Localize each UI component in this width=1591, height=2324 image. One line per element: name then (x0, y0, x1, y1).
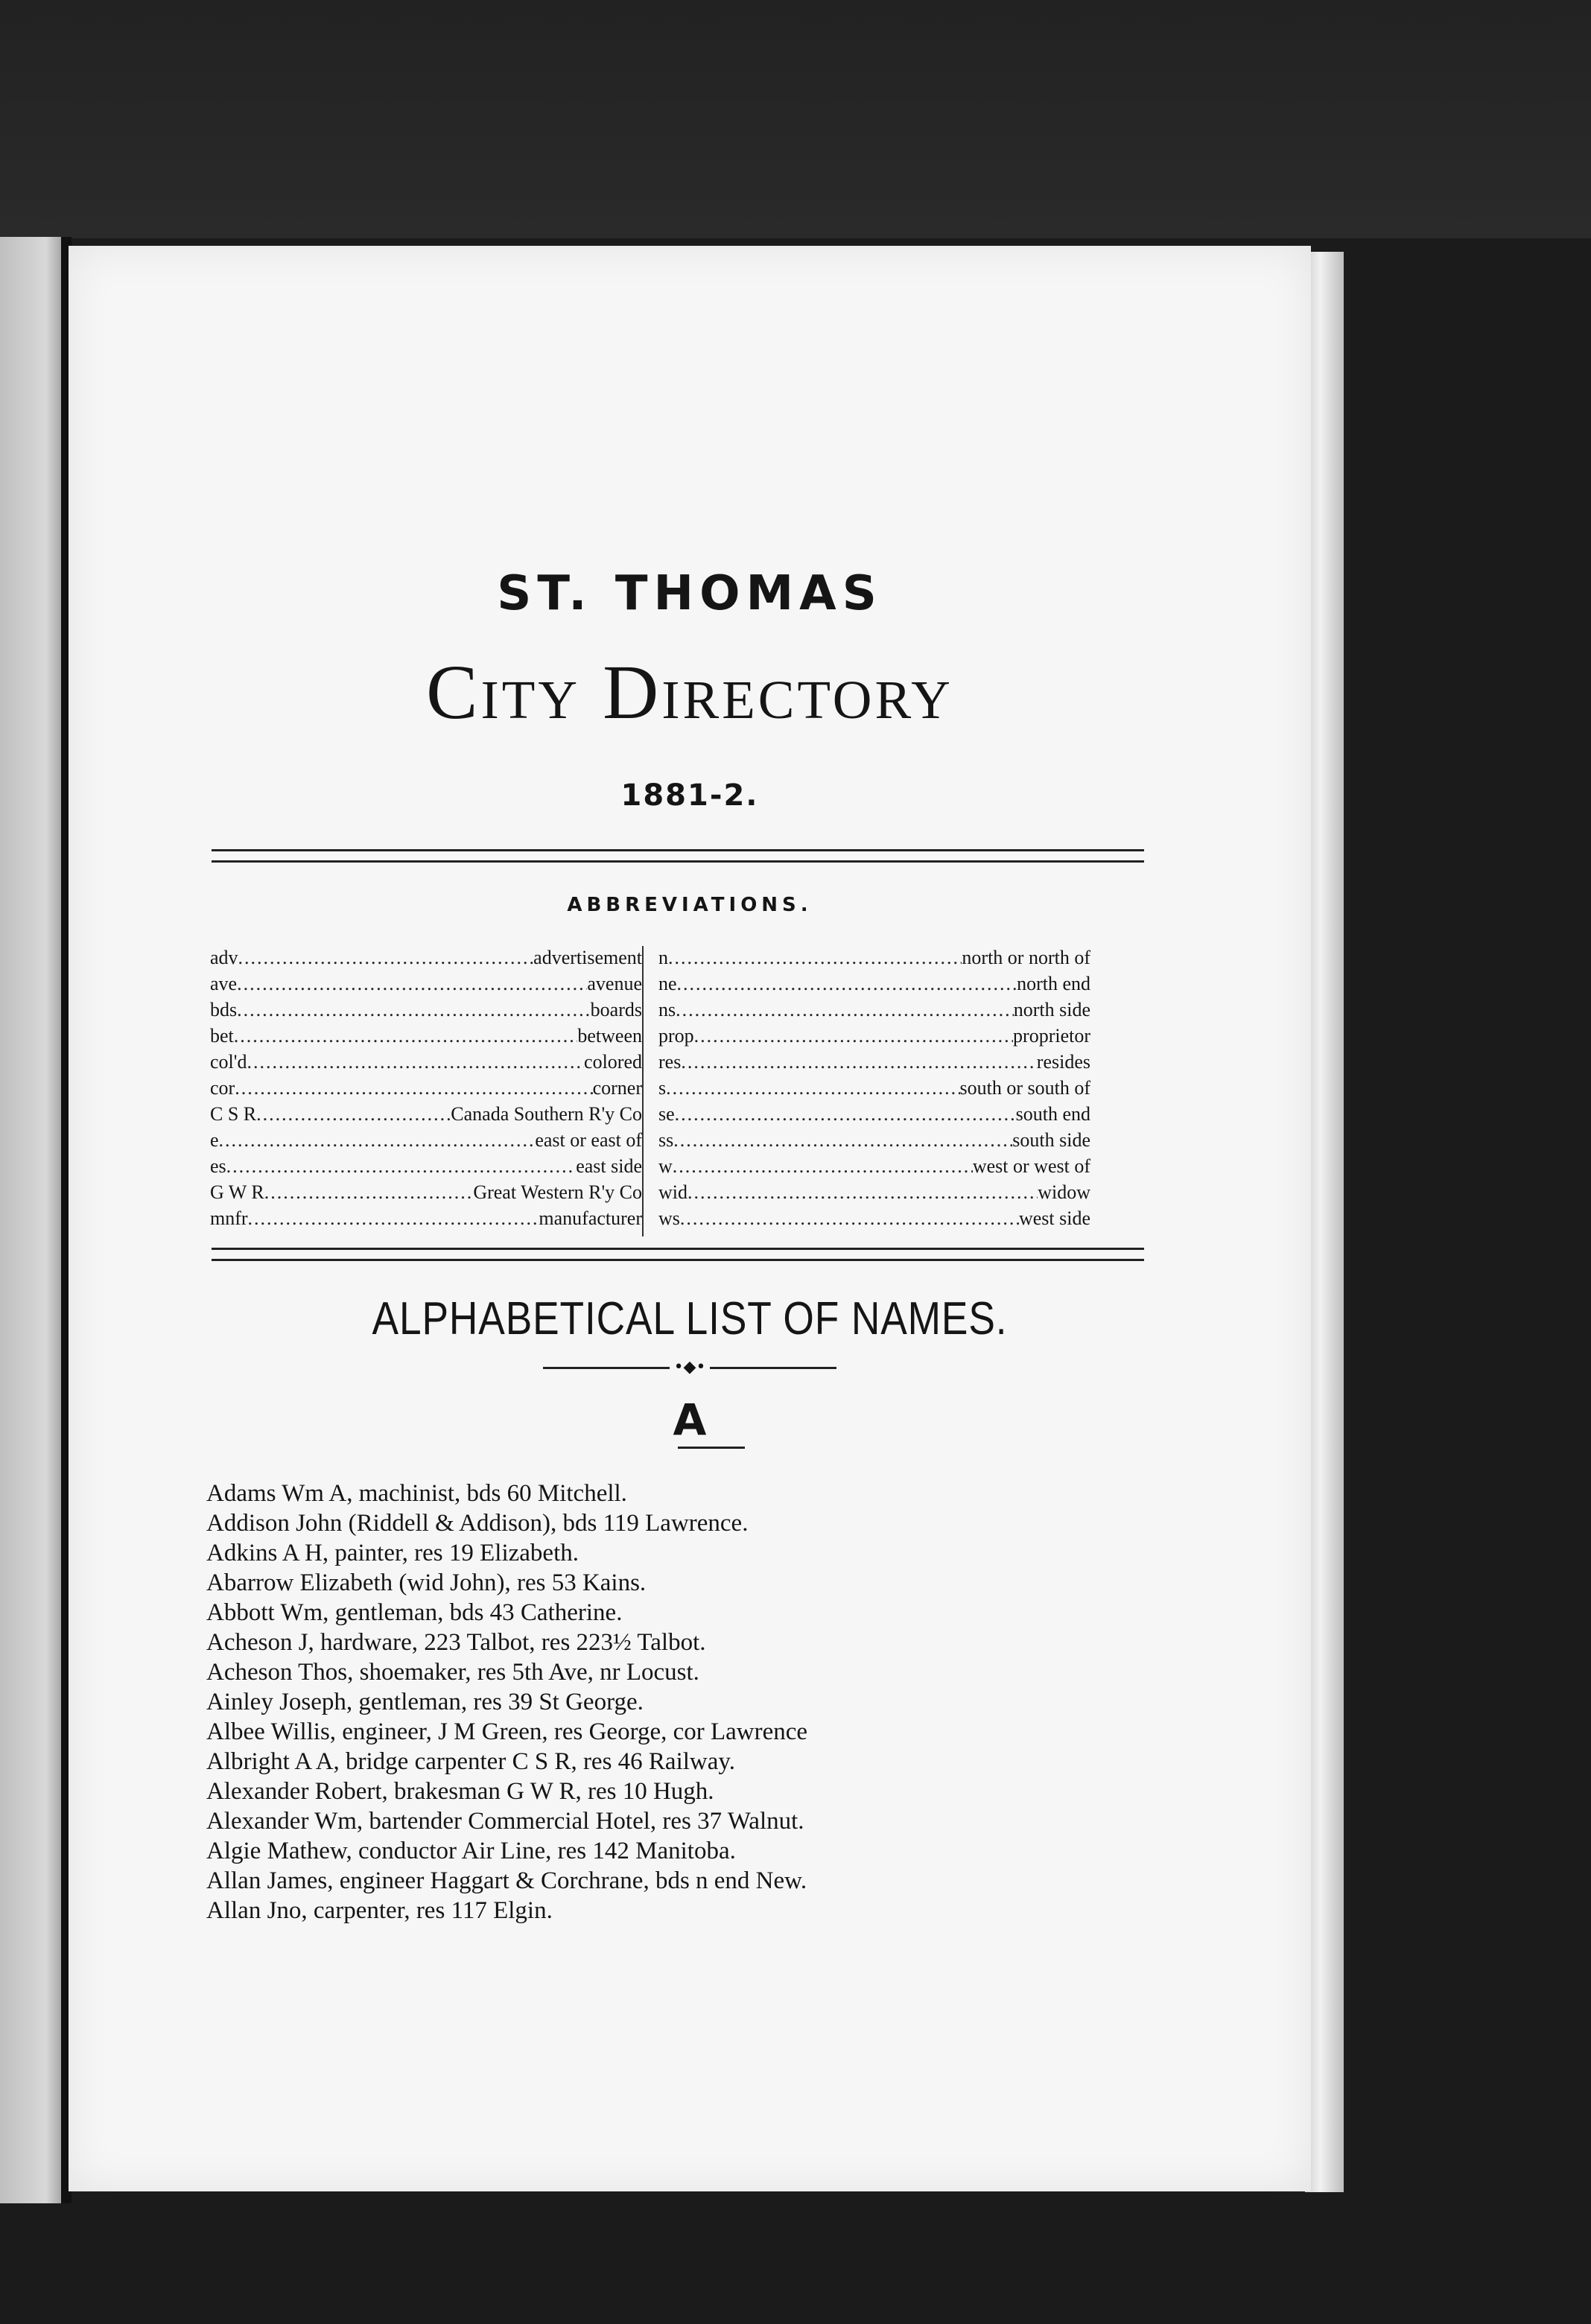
dot-leader (680, 1205, 1019, 1231)
dot-leader (237, 971, 587, 997)
abbreviation-meaning: north or north of (962, 947, 1090, 968)
directory-page (69, 246, 1311, 2191)
dot-leader (681, 1049, 1036, 1075)
abbreviation-term: ws (658, 1207, 680, 1229)
abbreviation-row (658, 1127, 1090, 1153)
dot-leader (237, 997, 591, 1023)
facing-page-edge (0, 237, 66, 2203)
dot-leader (248, 1205, 539, 1231)
name-entry: Alexander Robert, brakesman G W R, res 10 Hugh. (206, 1778, 714, 1805)
abbreviation-term: mnfr (210, 1207, 248, 1229)
abbreviations-left-column (210, 944, 642, 1231)
name-entry: Allan Jno, carpenter, res 117 Elgin. (206, 1897, 553, 1924)
name-entry: Algie Mathew, conductor Air Line, res 142 Manitoba. (206, 1838, 736, 1864)
dot-leader (234, 1023, 578, 1049)
section-letter-underline (678, 1447, 745, 1449)
abbreviation-meaning: south end (1015, 1103, 1090, 1125)
abbreviation-meaning: south or south of (959, 1077, 1090, 1099)
name-entry: Addison John (Riddell & Addison), bds 119 Lawrence. (206, 1510, 749, 1537)
abbreviation-term: res (658, 1051, 682, 1073)
abbreviation-meaning: Great Western R'y Co (473, 1181, 642, 1203)
abbreviation-row (210, 1023, 642, 1049)
dot-leader (264, 1179, 474, 1205)
names-list (206, 1479, 1175, 1925)
abbreviation-row (210, 1075, 642, 1101)
name-entry: Abbott Wm, gentleman, bds 43 Catherine. (206, 1599, 623, 1626)
abbreviation-term: col'd (210, 1051, 247, 1073)
abbreviation-row (210, 971, 642, 997)
abbreviation-meaning: north side (1013, 999, 1090, 1020)
abbreviation-term: w (658, 1155, 673, 1177)
abbreviation-term: ss (658, 1129, 674, 1151)
title-directory: City Directory (426, 650, 953, 735)
column-divider (642, 946, 644, 1236)
scan-background (0, 0, 1591, 238)
double-rule-top (212, 849, 1144, 863)
abbreviation-term: bds (210, 999, 238, 1020)
abbreviation-term: e (210, 1129, 219, 1151)
abbreviation-row (210, 1153, 642, 1179)
abbreviation-row (658, 1023, 1090, 1049)
name-entry: Ainley Joseph, gentleman, res 39 St George. (206, 1689, 644, 1715)
abbreviation-row (658, 1075, 1090, 1101)
abbreviation-meaning: between (577, 1025, 642, 1047)
abbreviation-meaning: west side (1018, 1207, 1090, 1229)
abbreviation-row (658, 1179, 1090, 1205)
abbreviation-term: wid (658, 1181, 687, 1203)
abbreviation-row (210, 944, 642, 971)
name-entry: Abarrow Elizabeth (wid John), res 53 Kains. (206, 1569, 647, 1596)
dot-leader (219, 1127, 536, 1153)
abbreviation-row (210, 1101, 642, 1127)
abbreviation-row (658, 971, 1090, 997)
abbreviation-term: se (658, 1103, 675, 1125)
abbreviation-row (658, 1101, 1090, 1127)
abbreviation-term: ne (658, 973, 677, 994)
abbreviation-row (210, 1205, 642, 1231)
abbreviation-meaning: resides (1036, 1051, 1090, 1073)
abbreviation-term: n (658, 947, 668, 968)
abbreviation-term: C S R (210, 1103, 257, 1125)
abbreviation-meaning: boards (590, 999, 642, 1020)
dot-leader (666, 1075, 959, 1101)
abbreviation-term: es (210, 1155, 226, 1177)
dot-leader (673, 1153, 973, 1179)
double-rule-bottom (212, 1248, 1144, 1261)
abbreviation-meaning: south side (1012, 1129, 1090, 1151)
name-entry: Adams Wm A, machinist, bds 60 Mitchell. (206, 1480, 627, 1507)
dot-leader (677, 971, 1017, 997)
abbreviation-meaning: east side (576, 1155, 642, 1177)
abbreviation-term: prop (658, 1025, 694, 1047)
name-entry: Alexander Wm, bartender Commercial Hotel, res 37 Walnut. (206, 1808, 804, 1835)
abbreviation-term: cor (210, 1077, 235, 1099)
dot-leader (687, 1179, 1038, 1205)
abbreviation-row (210, 1179, 642, 1205)
abbreviation-meaning: corner (592, 1077, 642, 1099)
dot-leader (675, 1101, 1016, 1127)
name-entry: Acheson Thos, shoemaker, res 5th Ave, nr Locust. (206, 1659, 699, 1686)
abbreviation-meaning: Canada Southern R'y Co (451, 1103, 642, 1125)
dot-leader (226, 1153, 577, 1179)
abbreviation-meaning: avenue (587, 973, 642, 994)
dot-leader (235, 1075, 592, 1101)
abbreviation-row (658, 1205, 1090, 1231)
name-entry: Albee Willis, engineer, J M Green, res George, cor Lawrence (206, 1718, 808, 1745)
abbreviation-term: adv (210, 947, 238, 968)
names-list-heading: ALPHABETICAL LIST OF NAMES. (372, 1293, 1008, 1344)
abbreviation-meaning: advertisement (533, 947, 642, 968)
ornament-divider (69, 1357, 1311, 1377)
abbreviation-term: bet (210, 1025, 234, 1047)
abbreviation-meaning: west or west of (972, 1155, 1090, 1177)
dot-leader (676, 997, 1014, 1023)
abbreviation-meaning: manufacturer (539, 1207, 642, 1229)
abbreviation-term: ave (210, 973, 238, 994)
abbreviation-meaning: widow (1038, 1181, 1090, 1203)
abbreviation-row (210, 1127, 642, 1153)
abbreviations-heading: ABBREVIATIONS. (567, 894, 813, 916)
title-city-name: ST. THOMAS (497, 566, 883, 621)
abbreviation-meaning: colored (584, 1051, 642, 1073)
abbreviation-row (210, 997, 642, 1023)
diamond-ornament-icon: •◆• (673, 1358, 706, 1377)
name-entry: Allan James, engineer Haggart & Corchrane, bds n end New. (206, 1867, 807, 1894)
dot-leader (694, 1023, 1013, 1049)
dot-leader (247, 1049, 584, 1075)
name-entry: Albright A A, bridge carpenter C S R, res 46 Railway. (206, 1748, 735, 1775)
name-entry: Acheson J, hardware, 223 Talbot, res 223½ Talbot. (206, 1629, 706, 1656)
dot-leader (668, 944, 962, 971)
abbreviation-row (210, 1049, 642, 1075)
abbreviation-term: ns (658, 999, 676, 1020)
abbreviation-row (658, 1049, 1090, 1075)
section-letter: A (673, 1394, 707, 1445)
name-entry: Adkins A H, painter, res 19 Elizabeth. (206, 1540, 579, 1566)
dot-leader (256, 1101, 451, 1127)
abbreviation-row (658, 1153, 1090, 1179)
abbreviation-row (658, 997, 1090, 1023)
abbreviation-meaning: north end (1017, 973, 1090, 994)
dot-leader (238, 944, 534, 971)
abbreviation-row (658, 944, 1090, 971)
abbreviations-right-column (658, 944, 1090, 1231)
title-years: 1881-2. (620, 778, 759, 813)
abbreviation-term: G W R (210, 1181, 264, 1203)
abbreviation-meaning: east or east of (535, 1129, 642, 1151)
abbreviation-term: s (658, 1077, 667, 1099)
dot-leader (673, 1127, 1012, 1153)
abbreviation-meaning: proprietor (1013, 1025, 1090, 1047)
